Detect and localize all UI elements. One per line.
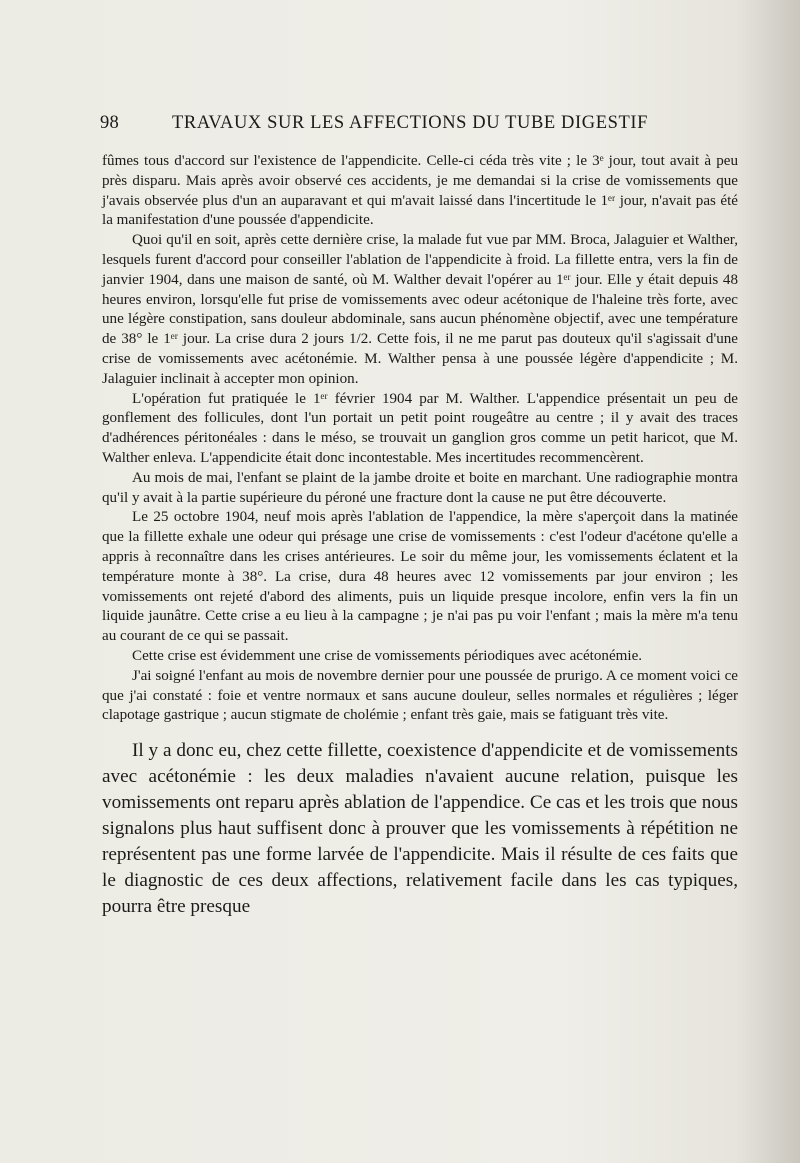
- conclusion-paragraph: Il y a donc eu, chez cette fillette, coexistence d'appendicite et de vomissements avec acétonémie : les deux maladies n'avaient aucune relation, puisque les vomissements ont reparu après ablation de l'appendice. Ce cas et les trois que nous signalons plus haut suffisent donc à prouver que les vomissements à répétition ne représentent pas une forme larvée de l'appendicite. Mais il résulte de ces faits que le diagnostic de ces deux affections, relativement facile dans les cas typiques, pourra être presque: [102, 740, 738, 918]
- paragraph-continued: fûmes tous d'accord sur l'existence de l'appendicite. Celle-ci céda très vite ; le 3ᵉ jour, tout avait à peu près disparu. Mais après avoir observé ces accidents, je me demandai si la crise de vomissements que j'avais observée plus d'un an auparavant et qui m'avait laissé dans l'incertitude le 1ᵉʳ jour, n'avait pas été la manifestation d'une poussée d'appendicite.: [102, 153, 738, 229]
- paragraph: L'opération fut pratiquée le 1ᵉʳ février 1904 par M. Walther. L'appendice présentait un peu de gonflement des follicules, dont l'un portait un petit point rougeâtre au centre ; il y avait des traces d'adhérences péritonéales : dans le méso, se trouvait un ganglion gros comme un petit haricot, que M. Walther enleva. L'appendicite était donc incontestable. Mes incertitudes recommencèrent.: [102, 390, 738, 466]
- paragraph: Quoi qu'il en soit, après cette dernière crise, la malade fut vue par MM. Broca, Jalaguier et Walther, lesquels furent d'accord pour conseiller l'ablation de l'appendicite à froid. La fillette entra, vers la fin de janvier 1904, dans une maison de santé, où M. Walther devait l'opérer au 1ᵉʳ jour. Elle y était depuis 48 heures environ, lorsqu'elle fut prise de vomissements avec odeur acétonique de l'haleine très forte, avec une légère constipation, sans douleur abdominale, sans aucun phénomène objectif, avec une température de 38° le 1ᵉʳ jour. La crise dura 2 jours 1/2. Cette fois, il ne me parut pas douteux qu'il s'agissait d'une crise de vomissements avec acétonémie. M. Walther pensa à une poussée légère d'appendicite ; M. Jalaguier inclinait à accepter mon opinion.: [102, 232, 738, 387]
- paragraph: Cette crise est évidemment une crise de vomissements périodiques avec acétonémie.: [132, 647, 643, 664]
- page-number: 98: [100, 113, 120, 133]
- page-body: [102, 152, 738, 920]
- paragraph: Au mois de mai, l'enfant se plaint de la jambe droite et boite en marchant. Une radiographie montra qu'il y avait à la partie supérieure du péroné une fracture dont la cause ne put être découverte.: [102, 469, 738, 506]
- running-title: TRAVAUX SUR LES AFFECTIONS DU TUBE DIGESTIF: [172, 113, 649, 133]
- paragraph: Le 25 octobre 1904, neuf mois après l'ablation de l'appendice, la mère s'aperçoit dans la matinée que la fillette exhale une odeur qui présage une crise de vomissements : c'est l'odeur d'acétone qu'elle a appris à reconnaître dans les crises antérieures. Le soir du même jour, les vomissements éclatent et la température monte à 38°. La crise, dura 48 heures avec 12 vomissements par jour environ ; les vomissements ont rejeté d'abord des aliments, puis un liquide presque incolore, enfin vers la fin un liquide jaunâtre. Cette crise a eu lieu à la campagne ; je n'ai pas pu voir l'enfant ; mais la mère m'a tenu au courant de ce qui se passait.: [102, 509, 738, 645]
- paragraph: J'ai soigné l'enfant au mois de novembre dernier pour une poussée de prurigo. A ce moment voici ce que j'ai constaté : foie et ventre normaux et sans aucune douleur, selles normales et régulières ; léger clapotage gastrique ; aucun stigmate de cholémie ; enfant très gaie, mais se fatiguant très vite.: [102, 667, 738, 724]
